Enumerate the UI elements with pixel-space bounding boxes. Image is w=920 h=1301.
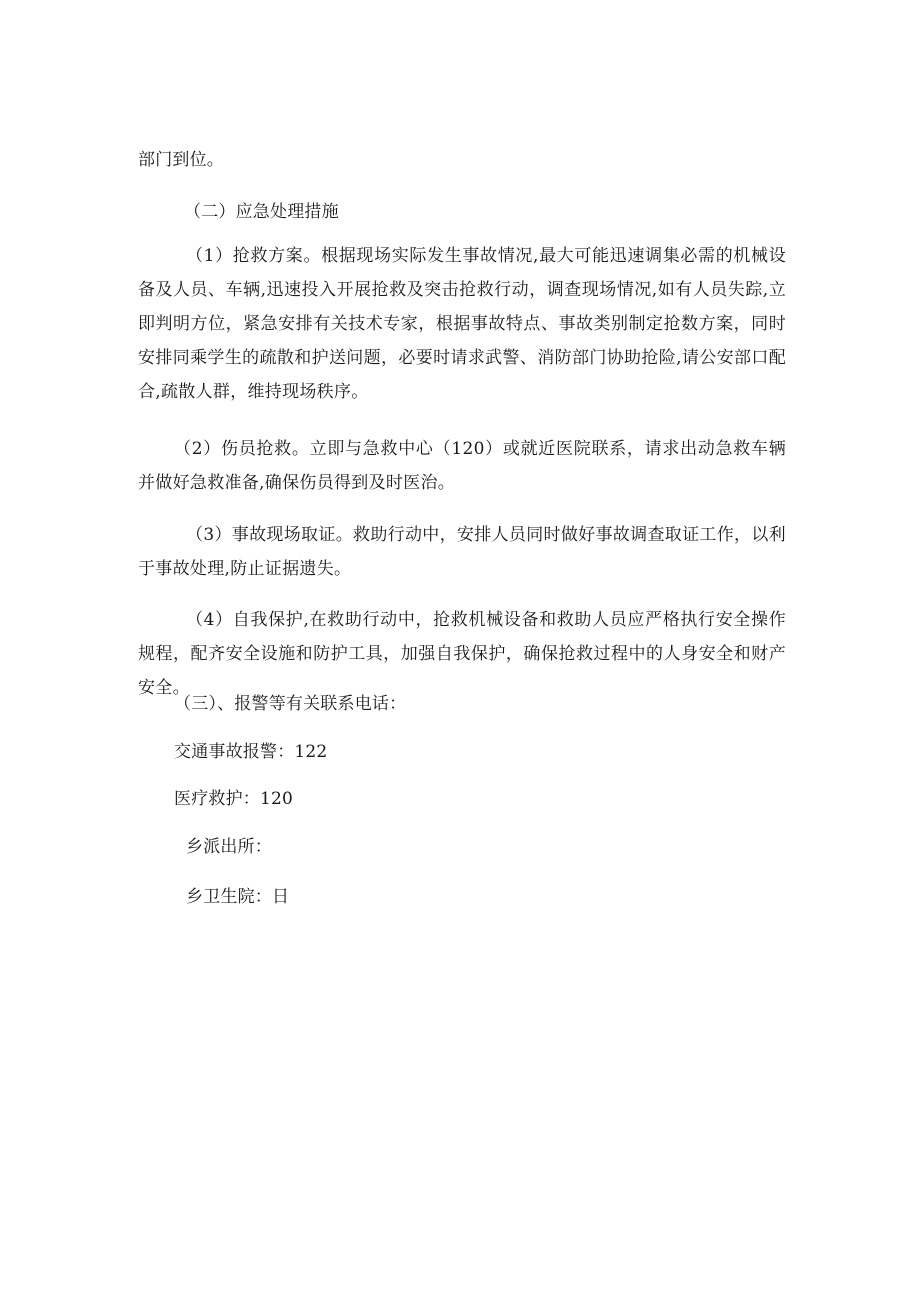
continuation-text: 部门到位。 bbox=[138, 150, 224, 170]
contact-police-station: 乡派出所： bbox=[186, 837, 272, 857]
paragraph-rescue-plan: （1）抢救方案。根据现场实际发生事故情况,最大可能迅速调集必需的机械设备及人员、车辆,迅速投入开展抢救及突击抢救行动，调查现场情况,如有人员失踪,立即判明方位，紧急安排有关技术专家，根据事故特点、事故类别制定抢数方案，同时安排同乘学生的疏散和护送问题，必要时请求武警、消防部门协助抢险,请公安部口配合,疏散人群，维持现场秩序。 bbox=[138, 246, 786, 402]
contact-medical-rescue: 医疗救护：120 bbox=[174, 789, 294, 809]
contact-traffic-police: 交通事故报警：122 bbox=[174, 742, 328, 762]
section-heading-emergency-measures: （二）应急处理措施 bbox=[184, 202, 339, 222]
paragraph-evidence-collection: （3）事故现场取证。救助行动中，安排人员同时做好事故调查取证工作，以利于事故处理,防止证据遗失。 bbox=[138, 525, 786, 579]
contact-health-center: 乡卫生院：日 bbox=[186, 887, 290, 907]
section-heading-contacts: （三）、报警等有关联系电话： bbox=[174, 694, 407, 714]
paragraph-casualty-rescue: （2）伤员抢救。立即与急救中心（120）或就近医院联系，请求出动急救车辆并做好急救准备,确保伤员得到及时医治。 bbox=[138, 439, 786, 493]
paragraph-self-protection: （4）自我保护,在救助行动中，抢救机械设备和救助人员应严格执行安全操作规程，配齐安全设施和防护工具，加强自我保护，确保抢救过程中的人身安全和财产安全。 bbox=[138, 610, 786, 698]
